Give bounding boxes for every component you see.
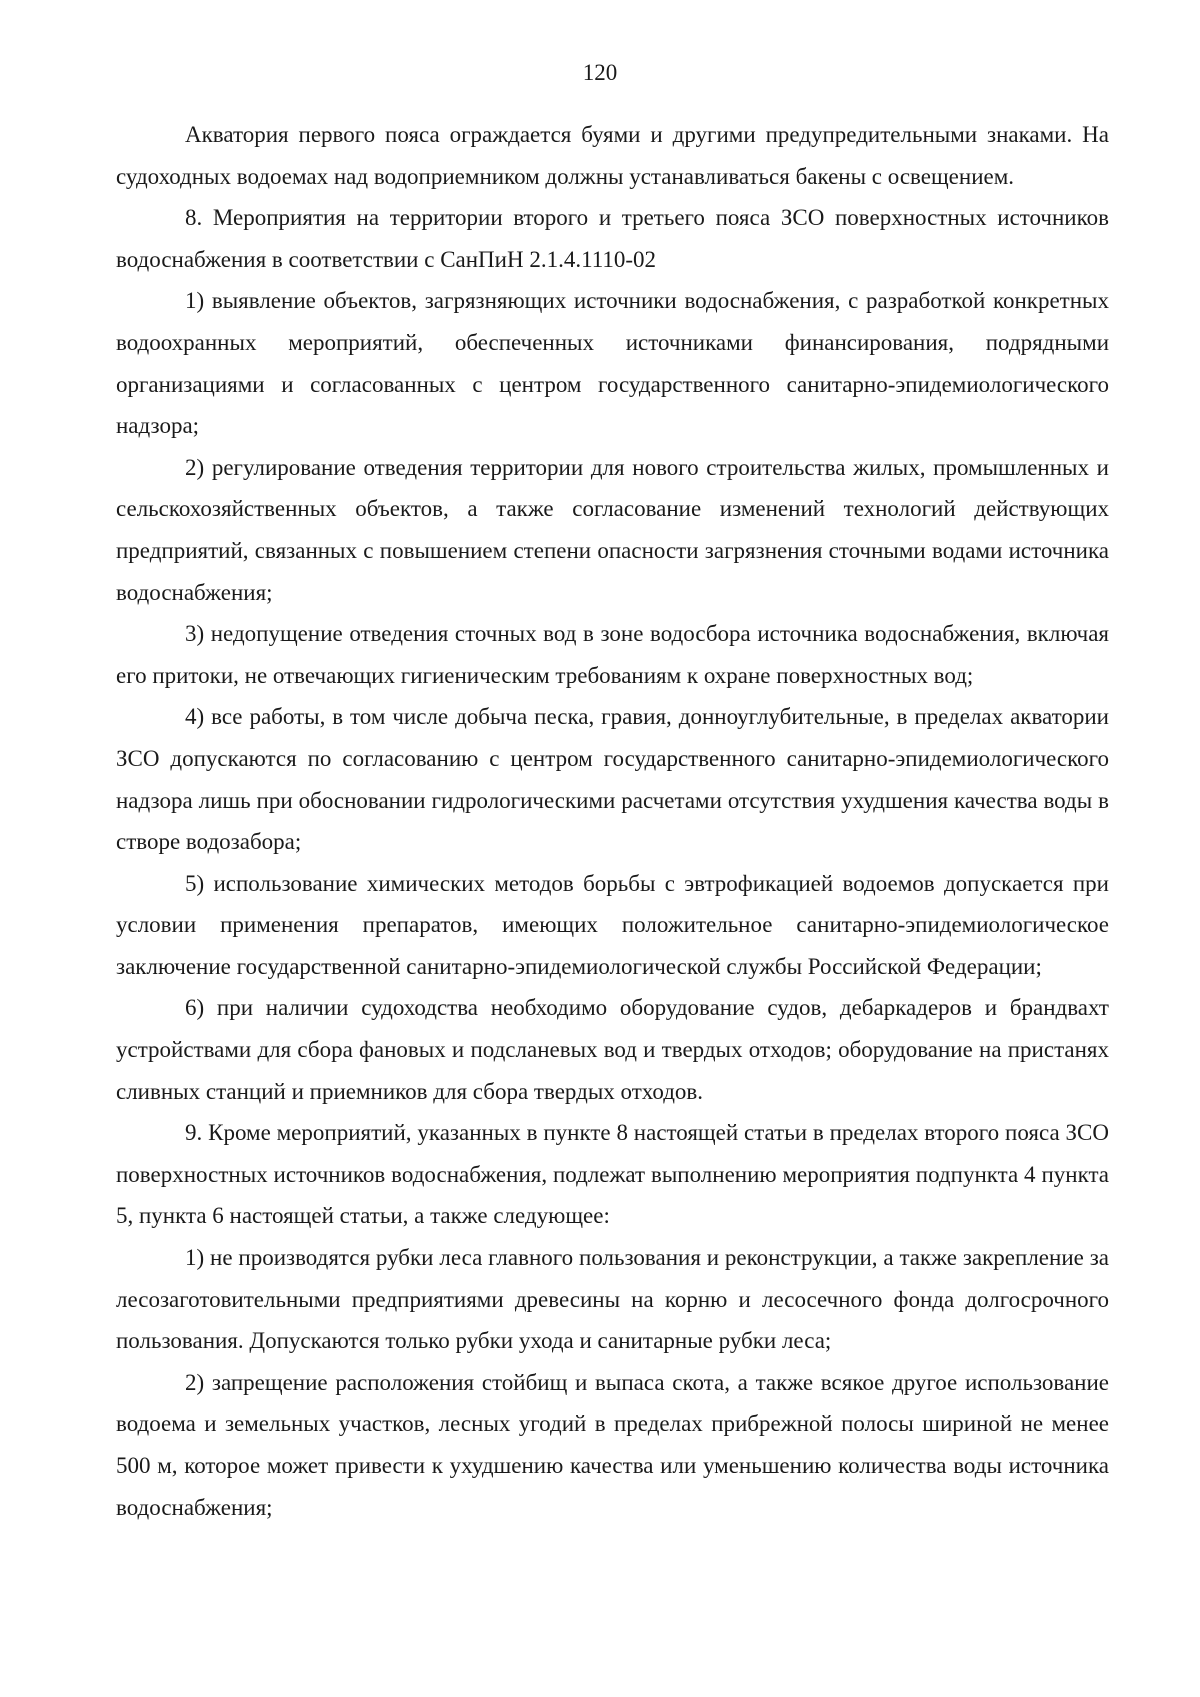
paragraph-item-8-sub-3: 3) недопущение отведения сточных вод в зоне водосбора источника водоснабжения, включая его притоки, не отвечающих гигиеническим требованиям к охране поверхностных вод; — [116, 621, 1109, 688]
paragraph-water-area-first-zone: Акватория первого пояса ограждается буями и другими предупредительными знаками. На судоходных водоемах над водоприемником должны устанавливаться бакены с освещением. — [116, 122, 1109, 189]
paragraph-item-8-heading: 8. Мероприятия на территории второго и третьего пояса ЗСО поверхностных источников водоснабжения в соответствии с СанПиН 2.1.4.1110-02 — [116, 205, 1109, 272]
paragraph-item-8-sub-5: 5) использование химических методов борьбы с эвтрофикацией водоемов допускается при условии применения препаратов, имеющих положительное санитарно-эпидемиологическое заключение государственной санитарно-эпидемиологической службы Российской Федерации; — [116, 870, 1109, 979]
paragraph-item-9-sub-1: 1) не производятся рубки леса главного пользования и реконструкции, а также закрепление за лесозаготовительными предприятиями древесины на корню и лесосечного фонда долгосрочного пользования. Допускаются только рубки ухода и санитарные рубки леса; — [116, 1245, 1109, 1354]
page-number: 120 — [582, 60, 618, 85]
document-body — [116, 114, 1109, 1528]
paragraph-item-8-sub-1: 1) выявление объектов, загрязняющих источники водоснабжения, с разработкой конкретных водоохранных мероприятий, обеспеченных источниками финансирования, подрядными организациями и согласованных с центром государственного санитарно-эпидемиологического надзора; — [116, 288, 1109, 439]
paragraph-item-9-heading: 9. Кроме мероприятий, указанных в пункте 8 настоящей статьи в пределах второго пояса ЗСО поверхностных источников водоснабжения, подлежат выполнению мероприятия подпункта 4 пункта 5, пункта 6 настоящей статьи, а также следующее: — [116, 1120, 1109, 1229]
paragraph-item-8-sub-2: 2) регулирование отведения территории для нового строительства жилых, промышленных и сельскохозяйственных объектов, а также согласование изменений технологий действующих предприятий, связанных с повышением степени опасности загрязнения сточными водами источника водоснабжения; — [116, 454, 1109, 605]
paragraph-item-8-sub-4: 4) все работы, в том числе добыча песка, гравия, донноуглубительные, в пределах акватории ЗСО допускаются по согласованию с центром государственного санитарно-эпидемиологического надзора лишь при обосновании гидрологическими расчетами отсутствия ухудшения качества воды в створе водозабора; — [116, 704, 1109, 855]
paragraph-item-8-sub-6: 6) при наличии судоходства необходимо оборудование судов, дебаркадеров и брандвахт устройствами для сбора фановых и подсланевых вод и твердых отходов; оборудование на пристанях сливных станций и приемников для сбора твердых отходов. — [116, 995, 1109, 1104]
paragraph-item-9-sub-2: 2) запрещение расположения стойбищ и выпаса скота, а также всякое другое использование водоема и земельных участков, лесных угодий в пределах прибрежной полосы шириной не менее 500 м, которое может привести к ухудшению качества или уменьшению количества воды источника водоснабжения; — [116, 1369, 1109, 1520]
